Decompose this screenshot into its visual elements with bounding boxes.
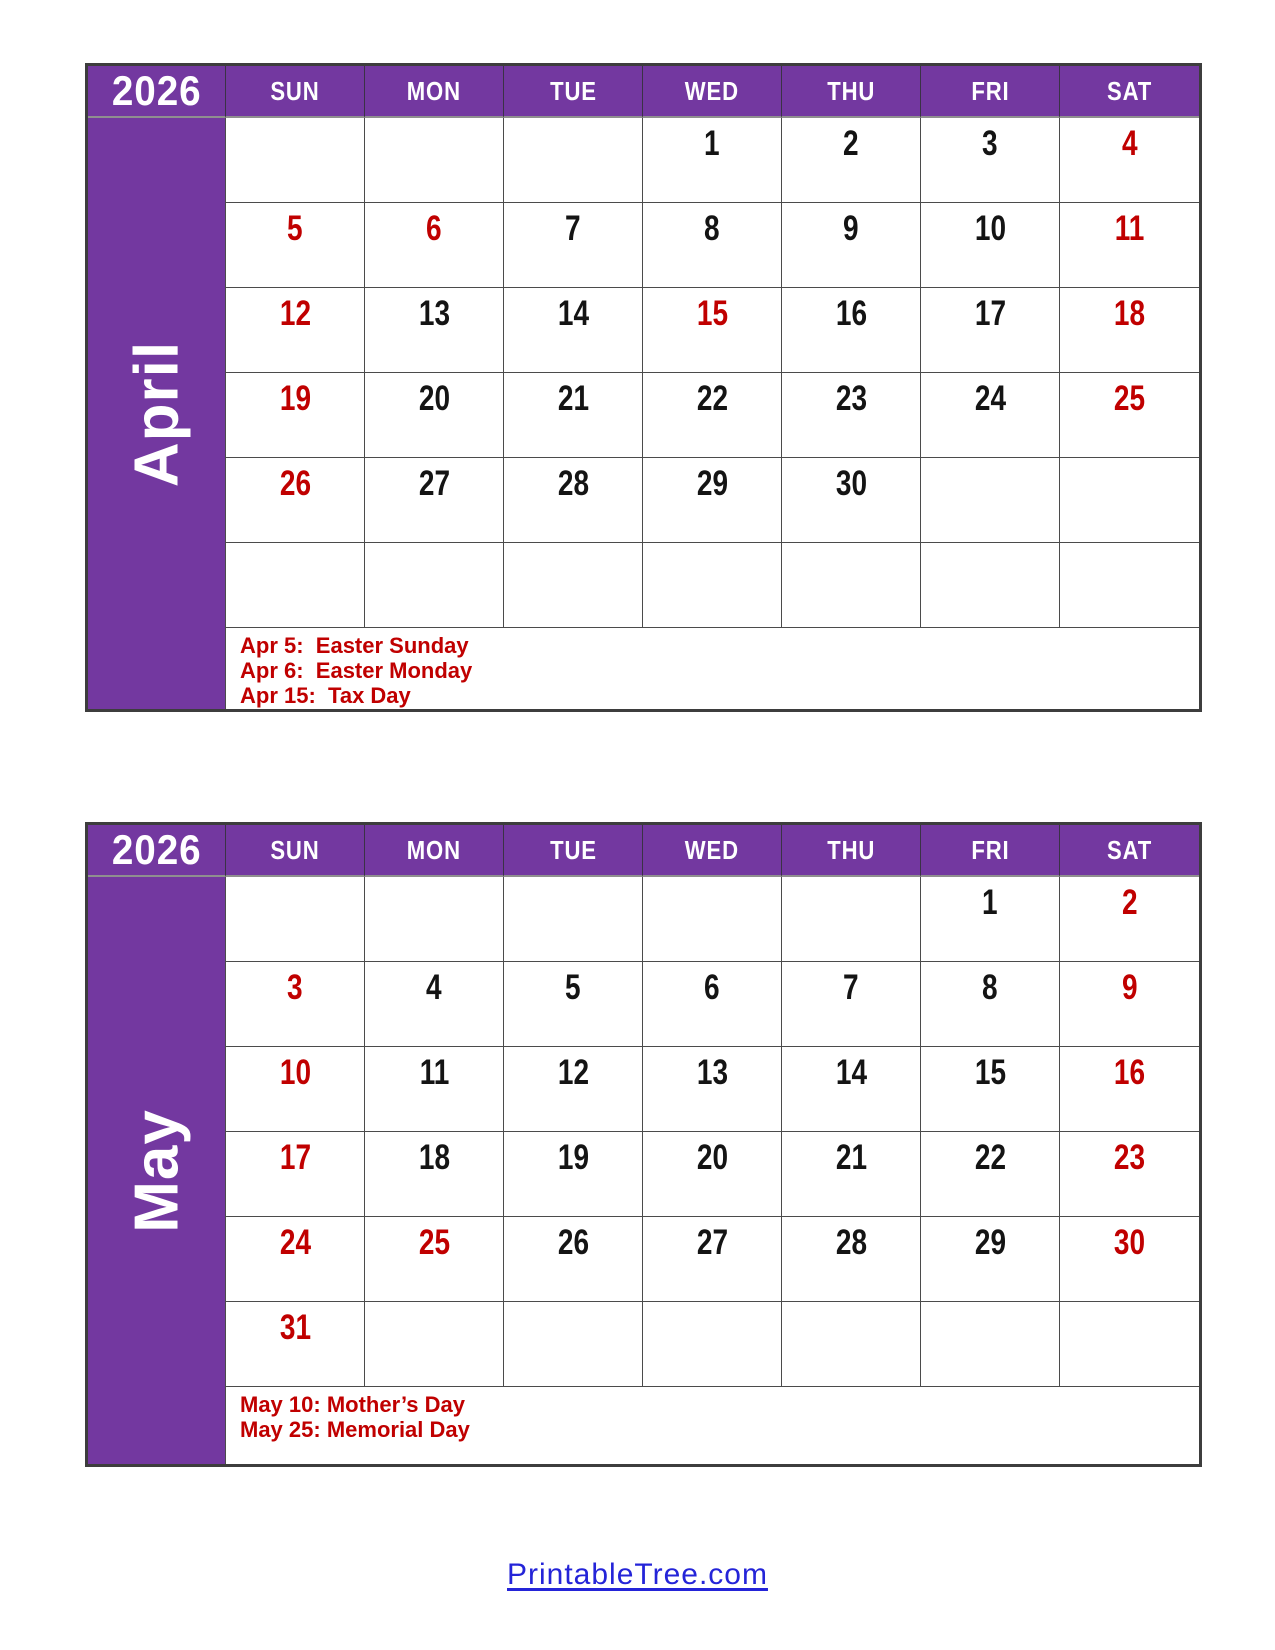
day-number: 21 (835, 1138, 867, 1177)
day-cell (643, 203, 782, 288)
weekday-label: SUN (270, 75, 320, 106)
day-cell (782, 203, 921, 288)
day-cell (504, 373, 643, 458)
day-number: 15 (974, 1053, 1006, 1092)
day-cell (504, 1132, 643, 1217)
day-cell (1060, 1217, 1199, 1302)
day-cell (643, 543, 782, 628)
day-cell (1060, 288, 1199, 373)
weekday-header (782, 66, 921, 118)
day-number: 5 (287, 209, 303, 248)
day-cell (504, 288, 643, 373)
day-cell (921, 118, 1060, 203)
day-number: 18 (418, 1138, 450, 1177)
day-cell (504, 962, 643, 1047)
day-number: 31 (279, 1308, 311, 1347)
weekday-header (782, 825, 921, 877)
weekday-header (365, 825, 504, 877)
day-cell (921, 877, 1060, 962)
day-cell (1060, 373, 1199, 458)
day-cell (643, 1302, 782, 1387)
day-cell (1060, 1302, 1199, 1387)
day-cell (365, 543, 504, 628)
holiday-note: May 25: Memorial Day (240, 1417, 470, 1442)
weekday-label: SAT (1106, 834, 1153, 865)
day-number: 16 (835, 294, 867, 333)
day-number: 13 (696, 1053, 728, 1092)
day-number: 3 (287, 968, 303, 1007)
year-label: 2026 (111, 67, 202, 114)
weekday-label: WED (684, 75, 740, 106)
calendar-may (85, 822, 1202, 1467)
day-number: 5 (565, 968, 581, 1007)
day-cell (365, 373, 504, 458)
day-cell (226, 458, 365, 543)
day-cell (643, 1217, 782, 1302)
day-cell (782, 118, 921, 203)
day-number: 23 (835, 379, 867, 418)
day-cell (782, 1217, 921, 1302)
day-cell (226, 118, 365, 203)
day-cell (504, 118, 643, 203)
day-number: 16 (1113, 1053, 1146, 1092)
day-cell (921, 1047, 1060, 1132)
day-number: 17 (279, 1138, 311, 1177)
month-sidebar (88, 118, 226, 709)
day-cell (1060, 1132, 1199, 1217)
day-cell (504, 1047, 643, 1132)
day-number: 1 (982, 883, 998, 922)
day-number: 17 (974, 294, 1006, 333)
day-cell (643, 962, 782, 1047)
day-cell (643, 877, 782, 962)
day-number: 11 (1114, 209, 1145, 248)
day-number: 21 (557, 379, 589, 418)
day-cell (782, 1302, 921, 1387)
day-number: 22 (974, 1138, 1006, 1177)
day-number: 11 (419, 1053, 449, 1092)
day-cell (782, 1047, 921, 1132)
day-cell (643, 288, 782, 373)
day-number: 4 (426, 968, 442, 1007)
day-number: 23 (1113, 1138, 1146, 1177)
weekday-header (643, 66, 782, 118)
holiday-note: Apr 15: Tax Day (240, 683, 411, 708)
day-number: 7 (565, 209, 581, 248)
holiday-note: Apr 6: Easter Monday (240, 658, 473, 683)
day-cell (921, 373, 1060, 458)
day-cell (365, 288, 504, 373)
calendar-grid-may (88, 825, 1199, 1464)
day-cell (226, 543, 365, 628)
day-cell (365, 1047, 504, 1132)
day-cell (226, 1047, 365, 1132)
weekday-header (643, 825, 782, 877)
day-cell (643, 458, 782, 543)
day-number: 30 (1113, 1223, 1146, 1262)
weekday-header (1060, 66, 1199, 118)
month-label: April (122, 340, 191, 487)
day-cell (643, 1132, 782, 1217)
weekday-label: MON (406, 834, 462, 865)
day-cell (1060, 962, 1199, 1047)
year-cell (88, 66, 226, 118)
day-cell (1060, 118, 1199, 203)
day-number: 14 (557, 294, 589, 333)
day-cell (782, 877, 921, 962)
year-cell (88, 825, 226, 877)
day-cell (1060, 543, 1199, 628)
calendar-grid-april (88, 66, 1199, 709)
day-number: 8 (982, 968, 998, 1007)
day-number: 19 (557, 1138, 589, 1177)
day-cell (365, 877, 504, 962)
day-cell (921, 203, 1060, 288)
day-cell (504, 1217, 643, 1302)
day-number: 10 (279, 1053, 311, 1092)
day-number: 12 (279, 294, 311, 333)
weekday-label: TUE (549, 834, 597, 865)
holiday-note: May 10: Mother’s Day (240, 1392, 465, 1417)
weekday-label: WED (684, 834, 740, 865)
day-cell (365, 1217, 504, 1302)
day-number: 24 (974, 379, 1006, 418)
day-number: 27 (418, 464, 450, 503)
day-cell (504, 877, 643, 962)
weekday-label: FRI (970, 834, 1010, 865)
holiday-notes (226, 1387, 1199, 1464)
day-number: 13 (418, 294, 450, 333)
footer (0, 1558, 1275, 1592)
weekday-label: MON (406, 75, 462, 106)
weekday-header (504, 825, 643, 877)
day-number: 2 (1121, 883, 1138, 922)
day-cell (643, 118, 782, 203)
day-cell (226, 288, 365, 373)
day-cell (365, 1132, 504, 1217)
day-number: 4 (1121, 124, 1138, 163)
day-number: 14 (835, 1053, 867, 1092)
day-cell (365, 1302, 504, 1387)
day-number: 27 (696, 1223, 728, 1262)
day-number: 9 (1121, 968, 1138, 1007)
day-cell (504, 543, 643, 628)
day-cell (782, 543, 921, 628)
day-cell (921, 458, 1060, 543)
weekday-label: THU (827, 75, 875, 106)
weekday-label: SAT (1106, 75, 1153, 106)
day-cell (226, 1302, 365, 1387)
day-number: 10 (974, 209, 1006, 248)
day-cell (1060, 203, 1199, 288)
day-cell (1060, 1047, 1199, 1132)
day-cell (365, 962, 504, 1047)
holiday-notes (226, 628, 1199, 709)
day-number: 30 (835, 464, 867, 503)
day-cell (643, 373, 782, 458)
day-number: 20 (418, 379, 450, 418)
day-number: 29 (696, 464, 728, 503)
day-number: 8 (704, 209, 720, 248)
day-cell (921, 962, 1060, 1047)
day-number: 1 (704, 124, 720, 163)
weekday-header (921, 66, 1060, 118)
day-cell (504, 458, 643, 543)
weekday-label: THU (827, 834, 875, 865)
day-number: 22 (696, 379, 728, 418)
footer-link[interactable]: PrintableTree.com (507, 1558, 768, 1591)
day-cell (226, 1132, 365, 1217)
weekday-header (504, 66, 643, 118)
day-cell (226, 373, 365, 458)
day-cell (365, 203, 504, 288)
day-cell (782, 458, 921, 543)
weekday-header (365, 66, 504, 118)
month-sidebar (88, 877, 226, 1464)
day-cell (226, 962, 365, 1047)
day-cell (1060, 458, 1199, 543)
day-cell (921, 1302, 1060, 1387)
day-cell (226, 1217, 365, 1302)
day-cell (921, 288, 1060, 373)
day-cell (782, 962, 921, 1047)
day-number: 28 (557, 464, 589, 503)
weekday-header (1060, 825, 1199, 877)
day-number: 6 (426, 209, 442, 248)
day-number: 3 (982, 124, 998, 163)
day-cell (921, 1217, 1060, 1302)
holiday-note: Apr 5: Easter Sunday (240, 633, 469, 658)
day-cell (1060, 877, 1199, 962)
month-label: May (122, 1108, 191, 1233)
day-cell (643, 1047, 782, 1132)
day-number: 9 (843, 209, 859, 248)
day-cell (921, 543, 1060, 628)
calendar-april (85, 63, 1202, 712)
day-cell (921, 1132, 1060, 1217)
day-number: 26 (279, 464, 311, 503)
day-cell (782, 288, 921, 373)
weekday-label: SUN (270, 834, 320, 865)
day-number: 25 (1113, 379, 1146, 418)
weekday-header (226, 825, 365, 877)
day-cell (226, 877, 365, 962)
day-cell (782, 373, 921, 458)
day-number: 18 (1113, 294, 1146, 333)
day-number: 15 (696, 294, 728, 333)
weekday-header (921, 825, 1060, 877)
day-number: 2 (843, 124, 859, 163)
weekday-label: FRI (970, 75, 1010, 106)
day-cell (365, 458, 504, 543)
day-number: 6 (704, 968, 720, 1007)
day-cell (365, 118, 504, 203)
day-cell (782, 1132, 921, 1217)
weekday-label: TUE (549, 75, 597, 106)
day-number: 12 (557, 1053, 589, 1092)
day-number: 19 (279, 379, 311, 418)
year-label: 2026 (111, 826, 202, 873)
day-cell (504, 1302, 643, 1387)
day-number: 29 (974, 1223, 1006, 1262)
day-number: 26 (557, 1223, 589, 1262)
day-number: 24 (279, 1223, 311, 1262)
day-number: 28 (835, 1223, 867, 1262)
day-number: 20 (696, 1138, 728, 1177)
weekday-header (226, 66, 365, 118)
day-cell (504, 203, 643, 288)
day-cell (226, 203, 365, 288)
day-number: 25 (418, 1223, 450, 1262)
day-number: 7 (843, 968, 859, 1007)
